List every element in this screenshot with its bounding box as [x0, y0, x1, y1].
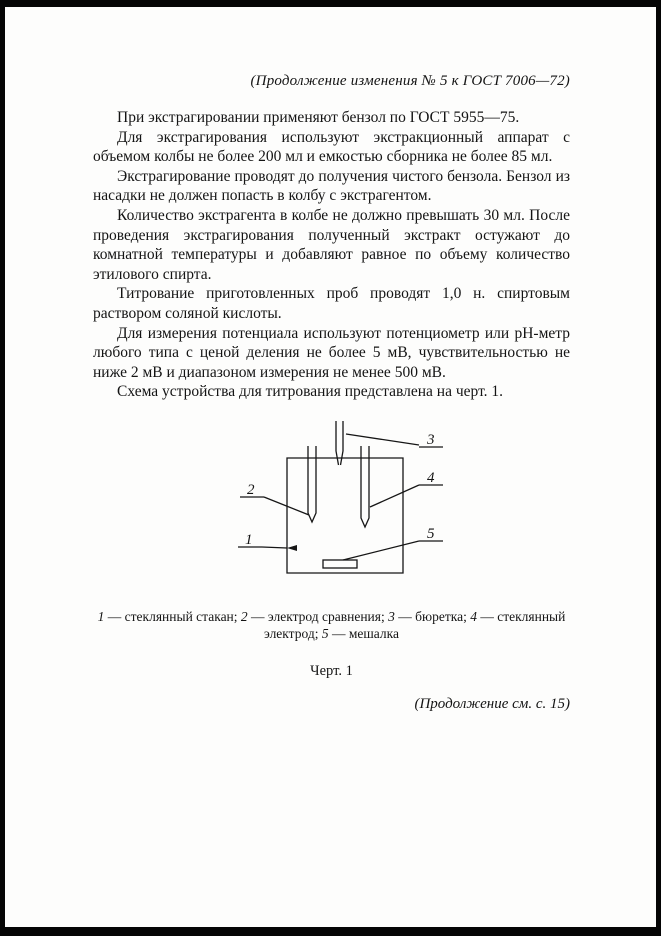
- caption-item: 4 — стеклянный электрод;: [264, 608, 566, 642]
- paragraph-3: Экстрагирование проводят до получения чистого бензола. Бензол из насадки не должен попасть в колбу с экстрагентом.: [93, 167, 570, 205]
- caption-item: 3 — бюретка;: [388, 608, 471, 624]
- caption-item: 1 — стеклянный стакан;: [97, 608, 241, 624]
- callout-reference-electrode: [240, 482, 309, 515]
- paragraph-4: Количество экстрагента в колбе не должно превышать 30 мл. После проведения экстрагирования полученный экстракт остужают до комнатной температуры и добавляют равное по объему количество этилового спирта.: [93, 206, 570, 283]
- figure-caption: [93, 608, 570, 643]
- caption-item: 2 — электрод сравнения;: [240, 608, 389, 624]
- callout-beaker: [238, 532, 297, 551]
- paragraph-1: При экстрагировании применяют бензол по ГОСТ 5955—75.: [117, 109, 520, 126]
- stirrer: [323, 560, 357, 568]
- arrowhead: [287, 545, 297, 551]
- callout-4-label: 4: [427, 469, 435, 486]
- callout-2-label: 2: [247, 481, 255, 498]
- callout-stirrer: [343, 526, 443, 560]
- paragraph-5: Титрование приготовленных проб проводят 1,0 н. спиртовым раствором соляной кислоты.: [93, 285, 570, 322]
- titration-diagram: [235, 420, 450, 590]
- paragraph-7: Схема устройства для титрования представлена на черт. 1.: [117, 383, 504, 401]
- paragraph-2: Для экстрагирования используют экстракционный аппарат с объемом колбы не более 200 мл и емкостью сборника не более 85 мл.: [93, 128, 570, 166]
- callout-glass-electrode: [370, 470, 443, 507]
- page-content: [5, 7, 656, 713]
- footer-note: (Продолжение см. с. 15): [414, 695, 570, 712]
- titration-apparatus-figure: [93, 420, 570, 598]
- callout-5-label: 5: [427, 525, 435, 542]
- header-note: (Продолжение изменения № 5 к ГОСТ 7006—72): [250, 73, 570, 89]
- figure-number: Черт. 1: [310, 662, 353, 679]
- paragraph-6: Для измерения потенциала используют потенциометр или рН-метр любого типа с ценой деления не более 5 мВ, чувствительностью не ниже 2 мВ и диапазоном измерения не менее 500 мВ.: [93, 324, 570, 381]
- caption-item: 5 — мешалка: [321, 626, 399, 642]
- callout-burette: [346, 432, 443, 448]
- callout-3-label: 3: [427, 431, 435, 448]
- callout-1-label: 1: [245, 531, 253, 548]
- beaker-outline: [287, 458, 403, 573]
